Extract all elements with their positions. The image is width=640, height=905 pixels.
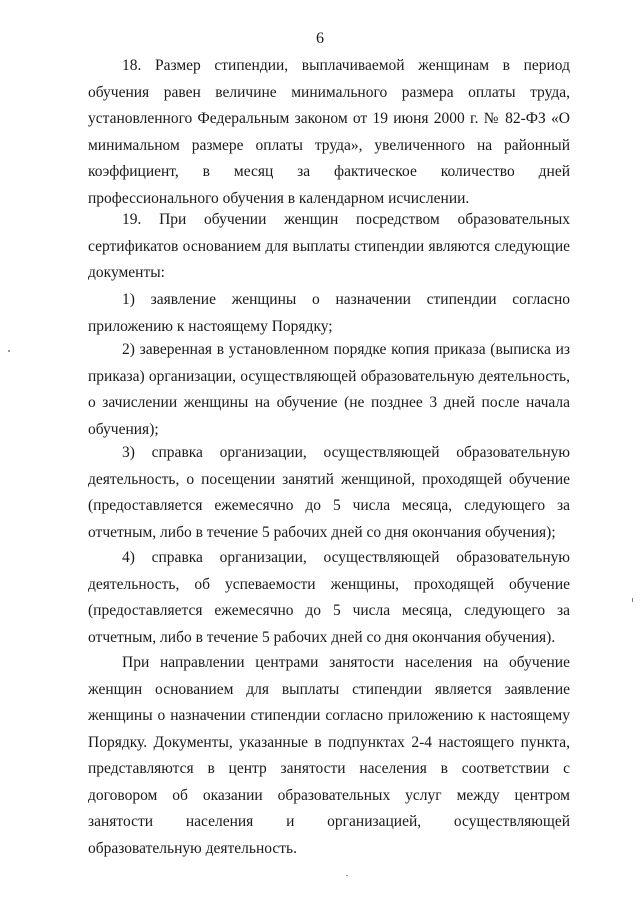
scan-speck <box>632 598 633 602</box>
list-item-1 <box>88 287 570 340</box>
list-item-3 <box>88 440 570 546</box>
list-item-4 <box>88 545 570 651</box>
paragraph-19 <box>88 207 570 287</box>
list-item-4-text: 4) справка организации, осуществляющей образовательную деятельность, об успеваемости женщины, проходящей обучение (предоставляется ежемесячно до 5 числа месяца, следующего за отчетным, либо в течение 5 рабочих дней со дня окончания обучения). <box>88 549 570 646</box>
page-number: 6 <box>316 30 324 47</box>
paragraph-19-text: 19. При обучении женщин посредством образовательных сертификатов основанием для выплаты стипендии являются следующие документы: <box>88 211 570 281</box>
list-item-3-text: 3) справка организации, осуществляющей образовательную деятельность, о посещении занятий женщиной, проходящей обучение (предоставляется ежемесячно до 5 числа месяца, следующего за отчетным, либо в течение 5 рабочих дней со дня окончания обучения); <box>88 444 570 541</box>
list-item-2 <box>88 337 570 443</box>
list-item-2-text: 2) заверенная в установленном порядке копия приказа (выписка из приказа) организации, осуществляющей образовательную деятельность, о зачислении женщины на обучение (не позднее 3 дней после начала обучения); <box>88 341 570 438</box>
paragraph-18 <box>88 53 570 212</box>
closing-paragraph <box>88 650 570 862</box>
closing-paragraph-text: При направлении центрами занятости населения на обучение женщин основанием для выплаты стипендии является заявление женщины о назначении стипендии согласно приложению к настоящему Порядку. Документы, указанные в подпунктах 2-4 настоящего пункта, представляются в центр занятости населения в соответствии с договором об оказании образовательных услуг между центром занятости населения и организацией, осуществляющей образовательную деятельность. <box>88 654 570 857</box>
scan-speck <box>8 350 10 352</box>
paragraph-18-text: 18. Размер стипендии, выплачиваемой женщинам в период обучения равен величине минимального размера оплаты труда, установленного Федеральным законом от 19 июня 2000 г. № 82-ФЗ «О минимальном размере оплаты труда», увеличенного на районный коэффициент, в месяц за фактическое количество дней профессионального обучения в календарном исчислении. <box>88 57 570 207</box>
scan-speck <box>346 875 348 876</box>
list-item-1-text: 1) заявление женщины о назначении стипендии согласно приложению к настоящему Порядку; <box>88 291 570 335</box>
